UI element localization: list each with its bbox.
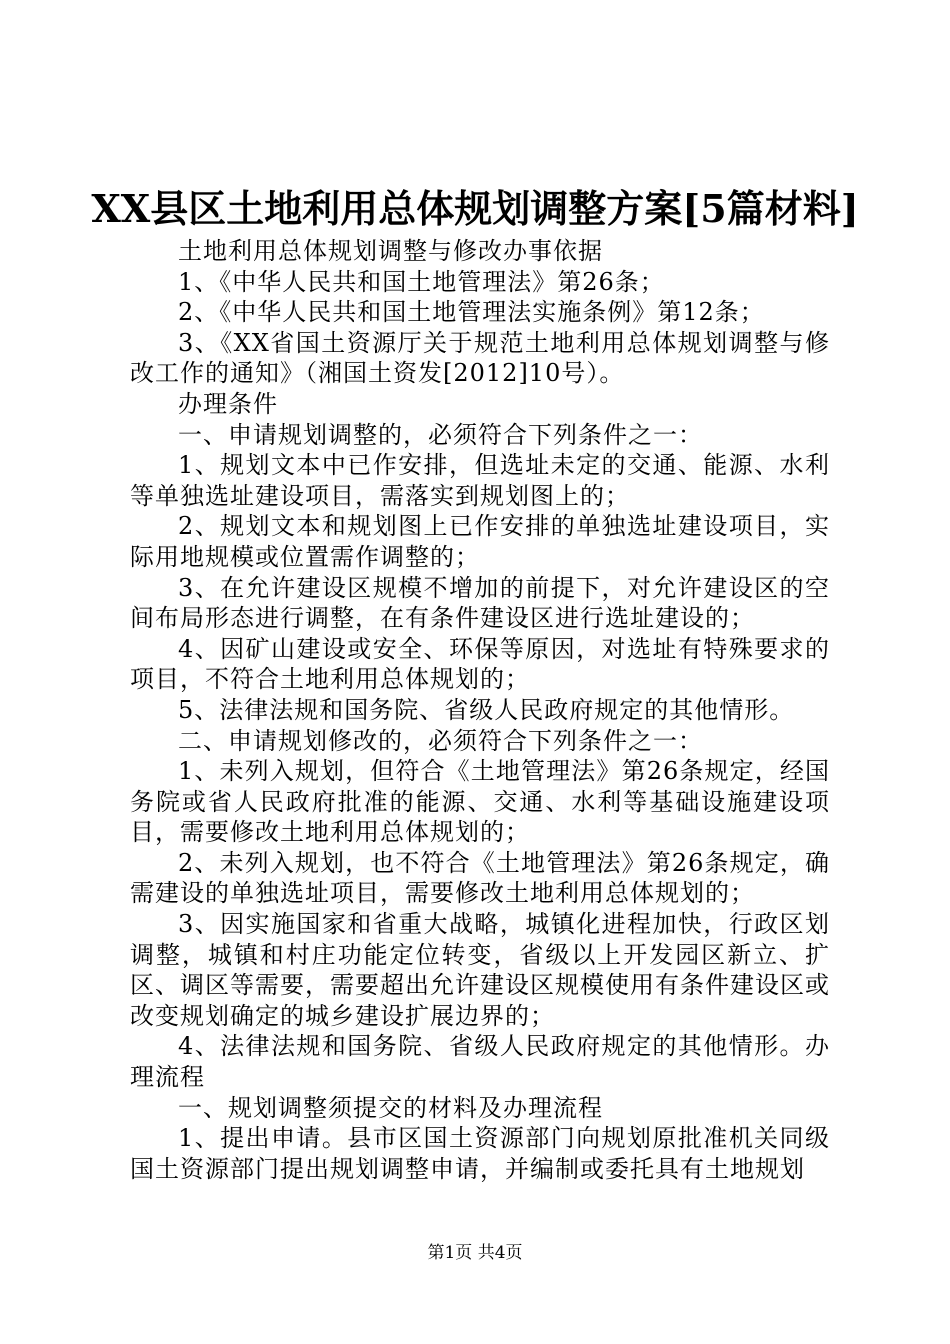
paragraph: 3、因实施国家和省重大战略，城镇化进程加快，行政区划调整，城镇和村庄功能定位转变，省级以上开发园区新立、扩区、调区等需要，需要超出允许建设区规模使用有条件建设区或改变规划确定的城乡建设扩展边界的； [130, 910, 830, 1030]
paragraph: 土地利用总体规划调整与修改办事依据 [178, 237, 603, 265]
paragraph: 4、法律法规和国务院、省级人民政府规定的其他情形。办理流程 [130, 1032, 830, 1092]
paragraph: 1、规划文本中已作安排，但选址未定的交通、能源、水利等单独选址建设项目，需落实到规划图上的； [130, 451, 830, 510]
paragraph: 1、未列入规划，但符合《土地管理法》第26条规定，经国务院或省人民政府批准的能源、交通、水利等基础设施建设项目，需要修改土地利用总体规划的； [130, 757, 830, 847]
paragraph: 3、《XX省国土资源厅关于规范土地利用总体规划调整与修改工作的通知》（湘国土资发[2012]10号）。 [130, 328, 830, 388]
paragraph: 2、规划文本和规划图上已作安排的单独选址建设项目，实际用地规模或位置需作调整的； [130, 512, 830, 571]
paragraph: 一、规划调整须提交的材料及办理流程 [178, 1093, 603, 1122]
document-body [130, 236, 830, 1184]
paragraph: 3、在允许建设区规模不增加的前提下，对允许建设区的空间布局形态进行调整，在有条件建设区进行选址建设的； [130, 573, 830, 633]
paragraph: 4、因矿山建设或安全、环保等原因，对选址有特殊要求的项目，不符合土地利用总体规划的； [130, 634, 830, 694]
paragraph: 二、申请规划修改的，必须符合下列条件之一： [178, 726, 703, 755]
paragraph: 2、未列入规划，也不符合《土地管理法》第26条规定，确需建设的单独选址项目，需要修改土地利用总体规划的； [130, 848, 830, 908]
paragraph: 2、《中华人民共和国土地管理法实施条例》第12条； [178, 298, 765, 327]
paragraph: 1、《中华人民共和国土地管理法》第26条； [178, 267, 665, 296]
paragraph: 办理条件 [178, 389, 278, 418]
document-title: XX县区土地利用总体规划调整方案[5篇材料] [91, 186, 859, 231]
paragraph: 5、法律法规和国务院、省级人民政府规定的其他情形。 [178, 695, 795, 724]
paragraph: 一、申请规划调整的，必须符合下列条件之一： [178, 420, 703, 449]
paragraph: 1、提出申请。县市区国土资源部门向规划原批准机关同级国土资源部门提出规划调整申请，并编制或委托具有土地规划 [130, 1124, 830, 1183]
page-footer: 第1页 共4页 [427, 1243, 523, 1263]
